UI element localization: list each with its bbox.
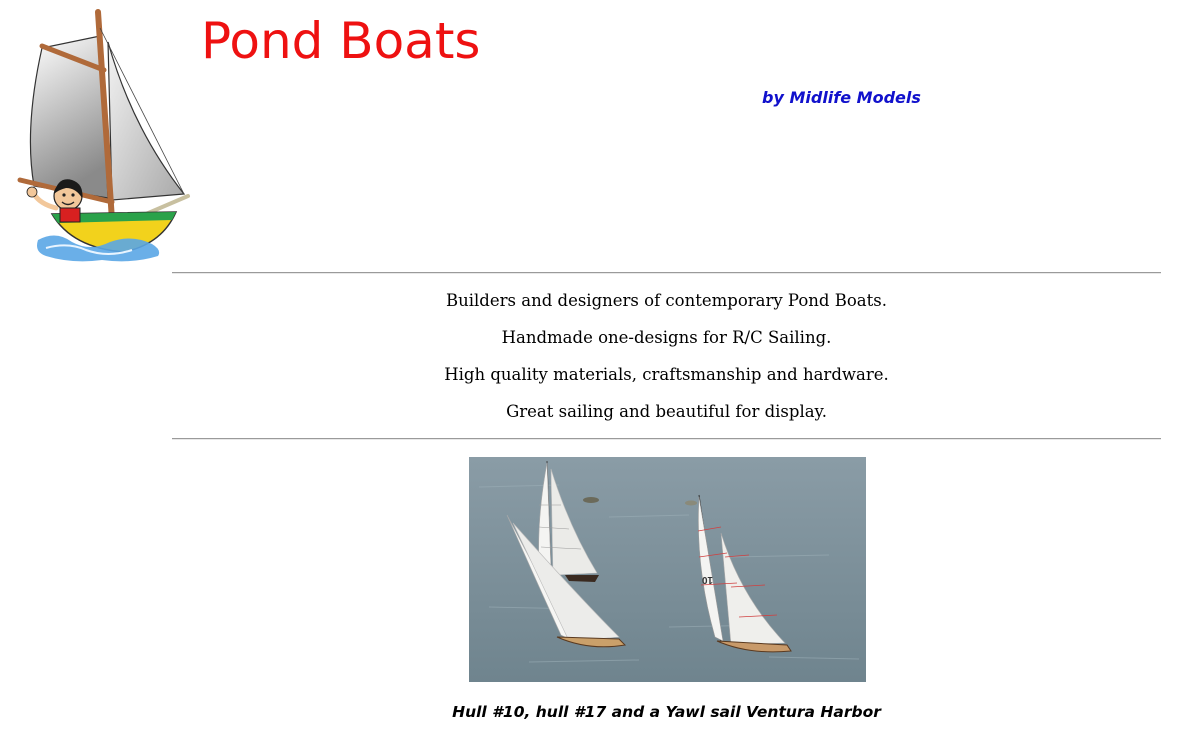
divider-top <box>172 272 1161 274</box>
cartoon-sailboat-logo-icon <box>12 8 194 266</box>
tagline-list <box>172 289 1161 437</box>
divider-bottom <box>172 438 1161 440</box>
page-title: Pond Boats <box>201 12 481 70</box>
sailboats-photo <box>469 457 866 682</box>
byline: by Midlife Models <box>762 88 921 107</box>
tagline: Builders and designers of contemporary Pond Boats. <box>446 291 887 310</box>
sail-number: 10 <box>701 574 713 585</box>
tagline: Great sailing and beautiful for display. <box>506 402 827 421</box>
tagline: High quality materials, craftsmanship and hardware. <box>444 365 889 384</box>
tagline: Handmade one-designs for R/C Sailing. <box>501 328 832 347</box>
photo-caption: Hull #10, hull #17 and a Yawl sail Ventura Harbor <box>452 703 881 721</box>
